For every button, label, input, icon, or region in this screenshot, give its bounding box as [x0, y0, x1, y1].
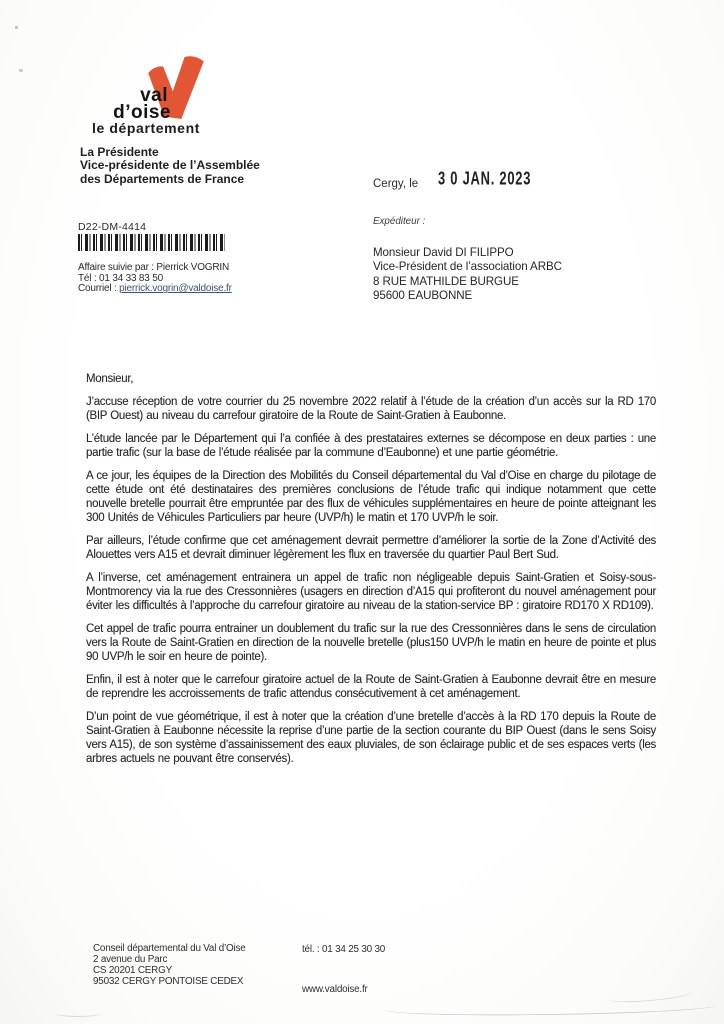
contact-line: Tél : 01 34 33 83 50: [78, 272, 163, 284]
footer-address-line: Conseil départemental du Val d’Oise: [93, 943, 246, 954]
scan-shadow-line: [55, 1010, 101, 1017]
recipient-line: 95600 EAUBONNE: [373, 288, 473, 302]
email-link: pierrick.vogrin@valdoise.fr: [119, 283, 232, 295]
logo-text-val: val: [140, 85, 168, 106]
reference-block: [78, 221, 232, 295]
footer-address-line: 95032 CERGY PONTOISE CEDEX: [93, 975, 244, 987]
scan-speck: [19, 69, 23, 72]
recipient-line: Vice-Président de l’association ARBC: [373, 260, 562, 274]
sender-title-block: [80, 146, 260, 186]
letter-body: [86, 372, 656, 775]
scan-speck: [15, 26, 18, 29]
recipient-line: Monsieur David DI FILIPPO: [373, 246, 514, 259]
scan-shadow-line: [385, 998, 717, 1018]
contact-email-line: [78, 284, 232, 295]
salutation: Monsieur,: [86, 373, 134, 385]
dateline-place: Cergy, le: [373, 178, 419, 190]
footer-address-line: 2 avenue du Parc: [93, 953, 168, 965]
email-label: Courriel :: [78, 283, 120, 295]
logo-text-doise: d’oise: [113, 102, 171, 123]
contact-line: Affaire suivie par : Pierrick VOGRIN: [78, 262, 229, 273]
footer-website: www.valdoise.fr: [302, 984, 368, 995]
paragraph: A ce jour, les équipes de la Direction des Mobilités du Conseil départemental du Val d’Oise en charge du pilotage de cette étude ont été destinataires des premières conclusions de l’étude trafic qui indique notamment que cette nouvelle bretelle pourrait être empruntée par des flux de véhicules supplémentaires en heure de pointe atteignant les 300 Unités de Véhicules Particuliers par heure (UVP/h) le matin et 170 UVP/h le soir.: [86, 470, 656, 524]
paragraph: Enfin, il est à noter que le carrefour giratoire actuel de la Route de Saint-Gratien à Eaubonne devrait être en mesure de reprendre les accroissements de trafic attendus consécutivement à cet aménagement.: [86, 674, 656, 700]
logo-text-departement: le département: [92, 120, 200, 136]
paragraph: Par ailleurs, l’étude confirme que cet aménagement devrait permettre d’améliorer la sortie de la Zone d’Activité des Alouettes vers A15 et devrait diminuer légèrement les flux en traversée du quartier Paul Bert Sud.: [86, 535, 656, 561]
paragraph: L’étude lancée par le Département qui l’a confiée à des prestataires externes se décompose en deux parties : une partie trafic (sur la base de l’étude réalisée par la commune d’Eaubonne) et une partie géométrie.: [86, 433, 656, 459]
expediteur-label: Expéditeur :: [373, 216, 426, 227]
valdoise-logo: [90, 52, 240, 136]
footer-address-block: [93, 944, 246, 988]
reference-code: D22-DM-4414: [78, 221, 147, 233]
paragraph: J’accuse réception de votre courrier du 25 novembre 2022 relatif à l’étude de la création d’un accès sur la RD 170 (BIP Ouest) au niveau du carrefour giratoire de la Route de Saint-Gratien à Eaubonne.: [86, 396, 656, 422]
footer-phone: tél. : 01 34 25 30 30: [302, 944, 386, 955]
sender-line: Vice-présidente de l’Assemblée: [80, 158, 260, 173]
footer-address-line: CS 20201 CERGY: [93, 964, 172, 976]
sender-line: des Départements de France: [80, 171, 245, 186]
paragraph: A l’inverse, cet aménagement entrainera un appel de trafic non négligeable depuis Saint-Gratien et Soisy-sous-Montmorency via la rue des Cressonnières (usagers en direction d’A15 qui profiteront du nouvel aménagement pour éviter les difficultés à l’approche du carrefour giratoire au niveau de la station-service BP : giratoire RD170 X RD109).: [86, 572, 656, 612]
date-stamp: 3 0 JAN. 2023: [438, 168, 532, 189]
sender-line: La Présidente: [80, 145, 159, 159]
footer-contact-block: [302, 944, 385, 995]
recipient-line: 8 RUE MATHILDE BURGUE: [373, 274, 519, 288]
paragraph: Cet appel de trafic pourra entrainer un doublement du trafic sur la rue des Cressonnières dans le sens de circulation vers la Route de Saint-Gratien en direction de la nouvelle bretelle (plus150 UVP/h le matin en heure de pointe et plus 90 UVP/h le soir en heure de pointe).: [86, 623, 656, 663]
barcode: [78, 234, 225, 251]
paragraph: D’un point de vue géométrique, il est à noter que la création d’une bretelle d’accès à la RD 170 depuis la Route de Saint-Gratien à Eaubonne nécessite la reprise d’une partie de la section courante du BIP Ouest (dans le sens Soisy vers A15), de son système d’assainissement des eaux pluviales, de son éclairage public et de ses espaces verts (les arbres actuels ne pouvant être conservés).: [86, 711, 656, 765]
dateline: [373, 170, 561, 190]
recipient-block: [373, 216, 562, 303]
